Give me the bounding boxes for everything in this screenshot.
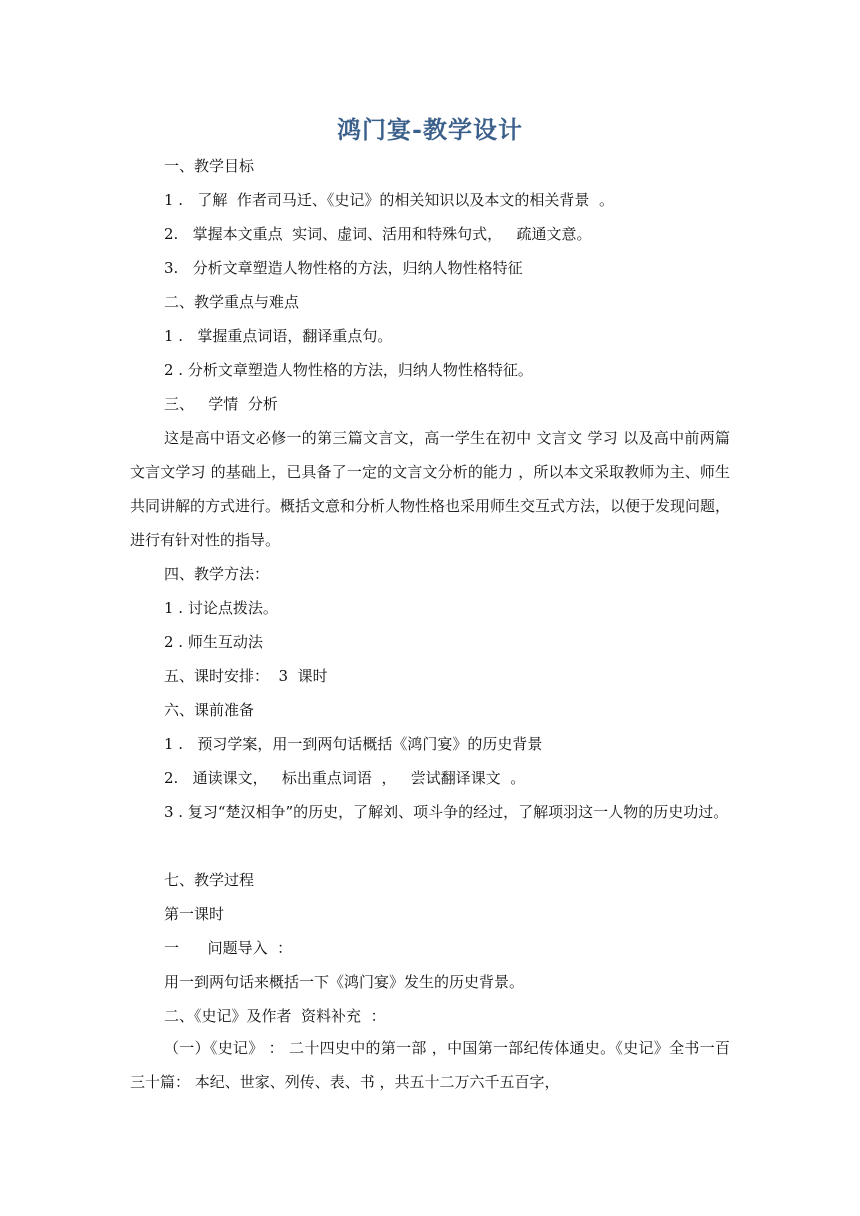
step-introduction-text: 用一到两句话来概括一下《鸿门宴》发生的历史背景。 (164, 973, 525, 991)
heading-objectives: 一、教学目标 (164, 157, 255, 175)
step-introduction: 一 问题导入 ： (164, 939, 293, 957)
paragraph-student-analysis: 这是高中语文必修一的第三篇文言文，高一学生在初中 文言文 学习 以及高中前两篇文言文学习 的基础上，已具备了一定的文言文分析的能力 ，所以本文采取教师为主、师生共同讲解的方式进行。概括文意和分析人物性格也采用师生交互式方法，以便于发现问题，进行有针对性的指导。 (130, 429, 731, 549)
preparation-item-3: 3 . 复习“楚汉相争”的历史，了解刘、项斗争的经过，了解项羽这一人物的历史功过。 (164, 803, 729, 821)
objective-item-3: 3. 分析文章塑造人物性格的方法，归纳人物性格特征 (164, 259, 523, 277)
lesson-one-label: 第一课时 (164, 905, 225, 923)
heading-process: 七、教学过程 (164, 871, 255, 889)
objective-item-1: 1 . 了解 作者司马迁、《史记》的相关知识以及本文的相关背景 。 (164, 191, 614, 209)
heading-methods: 四、教学方法： (164, 565, 270, 583)
paragraph-shiji-intro: （一）《史记》 ： 二十四史中的第一部 ，中国第一部纪传体通史。《史记》全书一百三十篇： 本纪、世家、列传、表、书 ，共五十二万六千五百字， (130, 1039, 730, 1091)
document-title: 鸿门宴-教学设计 (337, 115, 523, 144)
objective-item-2: 2. 掌握本文重点 实词、虚词、活用和特殊句式， 疏通文意。 (164, 225, 592, 243)
method-item-1: 1 . 讨论点拨法。 (164, 599, 278, 617)
heading-preparation: 六、课前准备 (164, 701, 255, 719)
heading-key-points: 二、教学重点与难点 (164, 293, 300, 311)
preparation-item-2: 2. 通读课文， 标出重点词语 ， 尝试翻译课文 。 (164, 769, 526, 787)
heading-student-analysis: 三、 学情 分析 (164, 395, 278, 413)
key-point-item-2: 2 . 分析文章塑造人物性格的方法，归纳人物性格特征。 (164, 361, 533, 379)
preparation-item-1: 1 . 预习学案，用一到两句话概括《鸿门宴》的历史背景 (164, 735, 543, 753)
step-author-supplement: 二、《史记》及作者 资料补充 ： (164, 1007, 386, 1025)
method-item-2: 2 . 师生互动法 (164, 633, 263, 651)
heading-schedule: 五、课时安排： 3 课时 (164, 667, 328, 685)
key-point-item-1: 1 . 掌握重点词语，翻译重点句。 (164, 327, 393, 345)
